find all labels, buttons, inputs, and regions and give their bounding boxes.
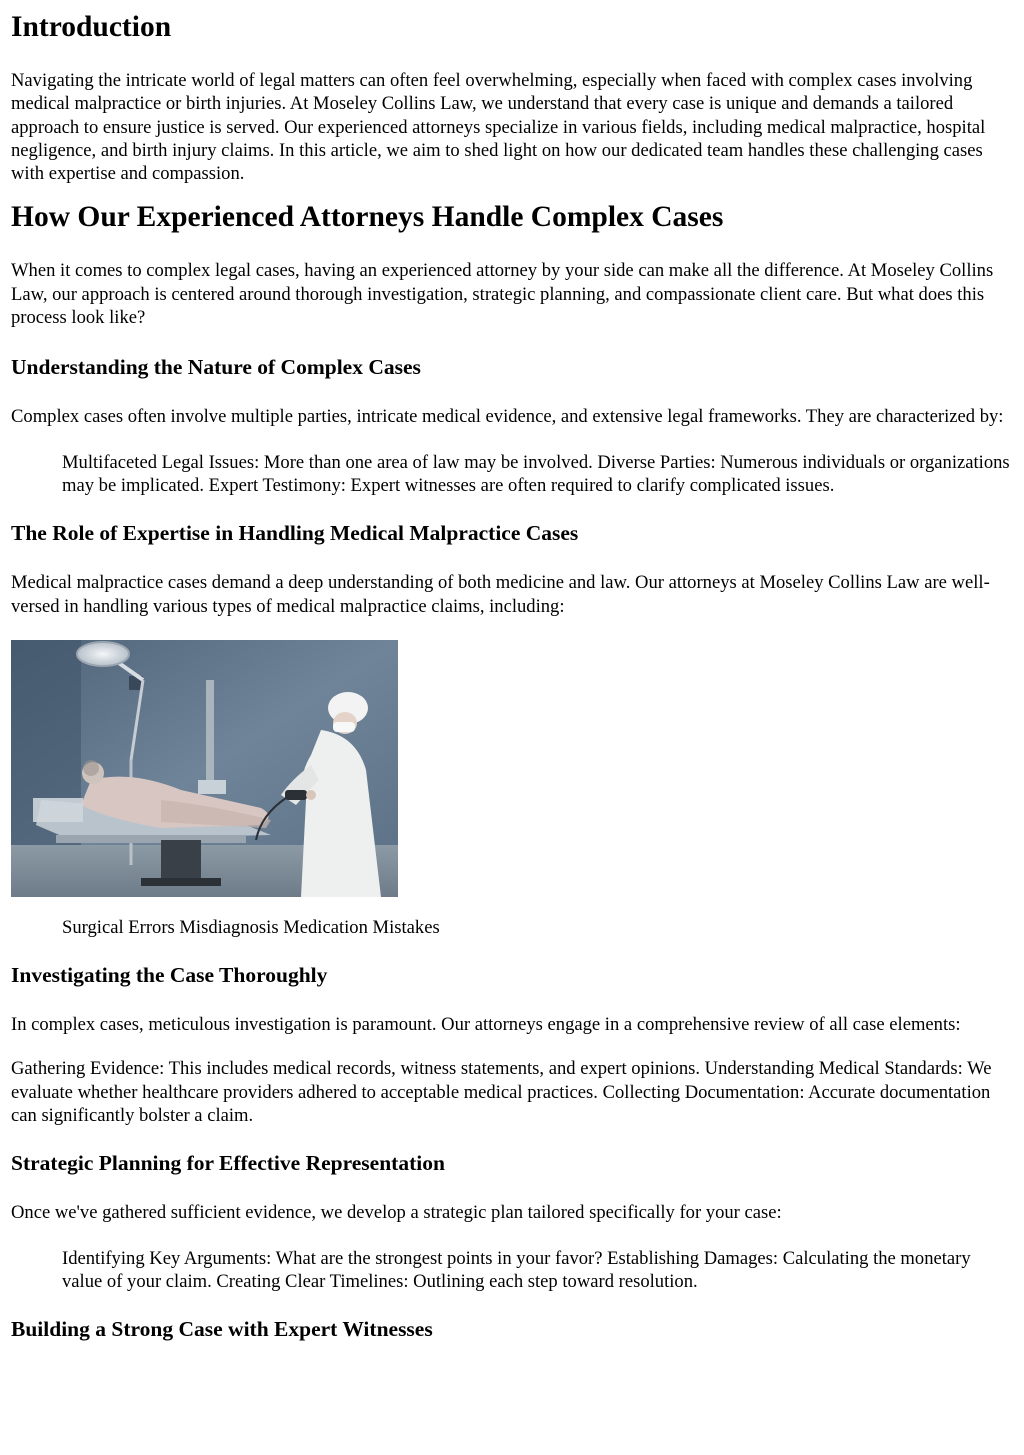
intro-heading: Introduction — [11, 11, 172, 43]
section-heading-expertise: The Role of Expertise in Handling Medical Malpractice Cases — [11, 521, 579, 546]
section-quote-strategic: Identifying Key Arguments: What are the strongest points in your favor? Establishing Damages: Calculating the monetary value of your claim. Creating Clear Timelines: Outlining each step toward resolution. — [62, 1247, 971, 1292]
section-paragraph-nature: Complex cases often involve multiple parties, intricate medical evidence, and extensive legal frameworks. They are characterized by: — [11, 406, 1004, 428]
main-heading: How Our Experienced Attorneys Handle Complex Cases — [11, 201, 724, 234]
section-paragraph-expertise: Medical malpractice cases demand a deep understanding of both medicine and law. Our attorneys at Moseley Collins Law are well-versed in handling various types of medical malpractice claims, including: — [11, 572, 990, 617]
surgery-photo-illustration — [11, 640, 398, 897]
section-quote-expertise: Surgical Errors Misdiagnosis Medication Mistakes — [62, 916, 440, 938]
section-paragraph-strategic: Once we've gathered sufficient evidence, we develop a strategic plan tailored specifically for your case: — [11, 1202, 782, 1224]
section-quote-nature: Multifaceted Legal Issues: More than one area of law may be involved. Diverse Parties: Numerous individuals or organizations may be implicated. Expert Testimony: Expert witnesses are often required to clarify complicated issues. — [62, 451, 1010, 496]
intro-paragraph: Navigating the intricate world of legal matters can often feel overwhelming, especially when faced with complex cases involving medical malpractice or birth injuries. At Moseley Collins Law, we understand that every case is unique and demands a tailored approach to ensure justice is served. Our experienced attorneys specialize in various fields, including medical malpractice, hospital negligence, and birth injury claims. In this article, we aim to shed light on how our dedicated team handles these challenging cases with expertise and compassion. — [11, 70, 986, 185]
section-heading-nature: Understanding the Nature of Complex Cases — [11, 355, 421, 380]
section-paragraph-investigating-details: Gathering Evidence: This includes medical records, witness statements, and expert opinions. Understanding Medical Standards: We evaluate whether healthcare providers adhered to acceptable medical practices. Collecting Documentation: Accurate documentation can significantly bolster a claim. — [11, 1058, 992, 1127]
section-heading-investigating: Investigating the Case Thoroughly — [11, 963, 328, 988]
section-heading-strategic: Strategic Planning for Effective Representation — [11, 1151, 445, 1176]
main-paragraph: When it comes to complex legal cases, having an experienced attorney by your side can make all the difference. At Moseley Collins Law, our approach is centered around thorough investigation, strategic planning, and compassionate client care. But what does this process look like? — [11, 260, 994, 329]
section-paragraph-investigating: In complex cases, meticulous investigation is paramount. Our attorneys engage in a comprehensive review of all case elements: — [11, 1014, 961, 1036]
section-heading-witnesses: Building a Strong Case with Expert Witnesses — [11, 1317, 433, 1342]
article — [0, 9, 1024, 1342]
surgery-photo — [11, 640, 1013, 897]
